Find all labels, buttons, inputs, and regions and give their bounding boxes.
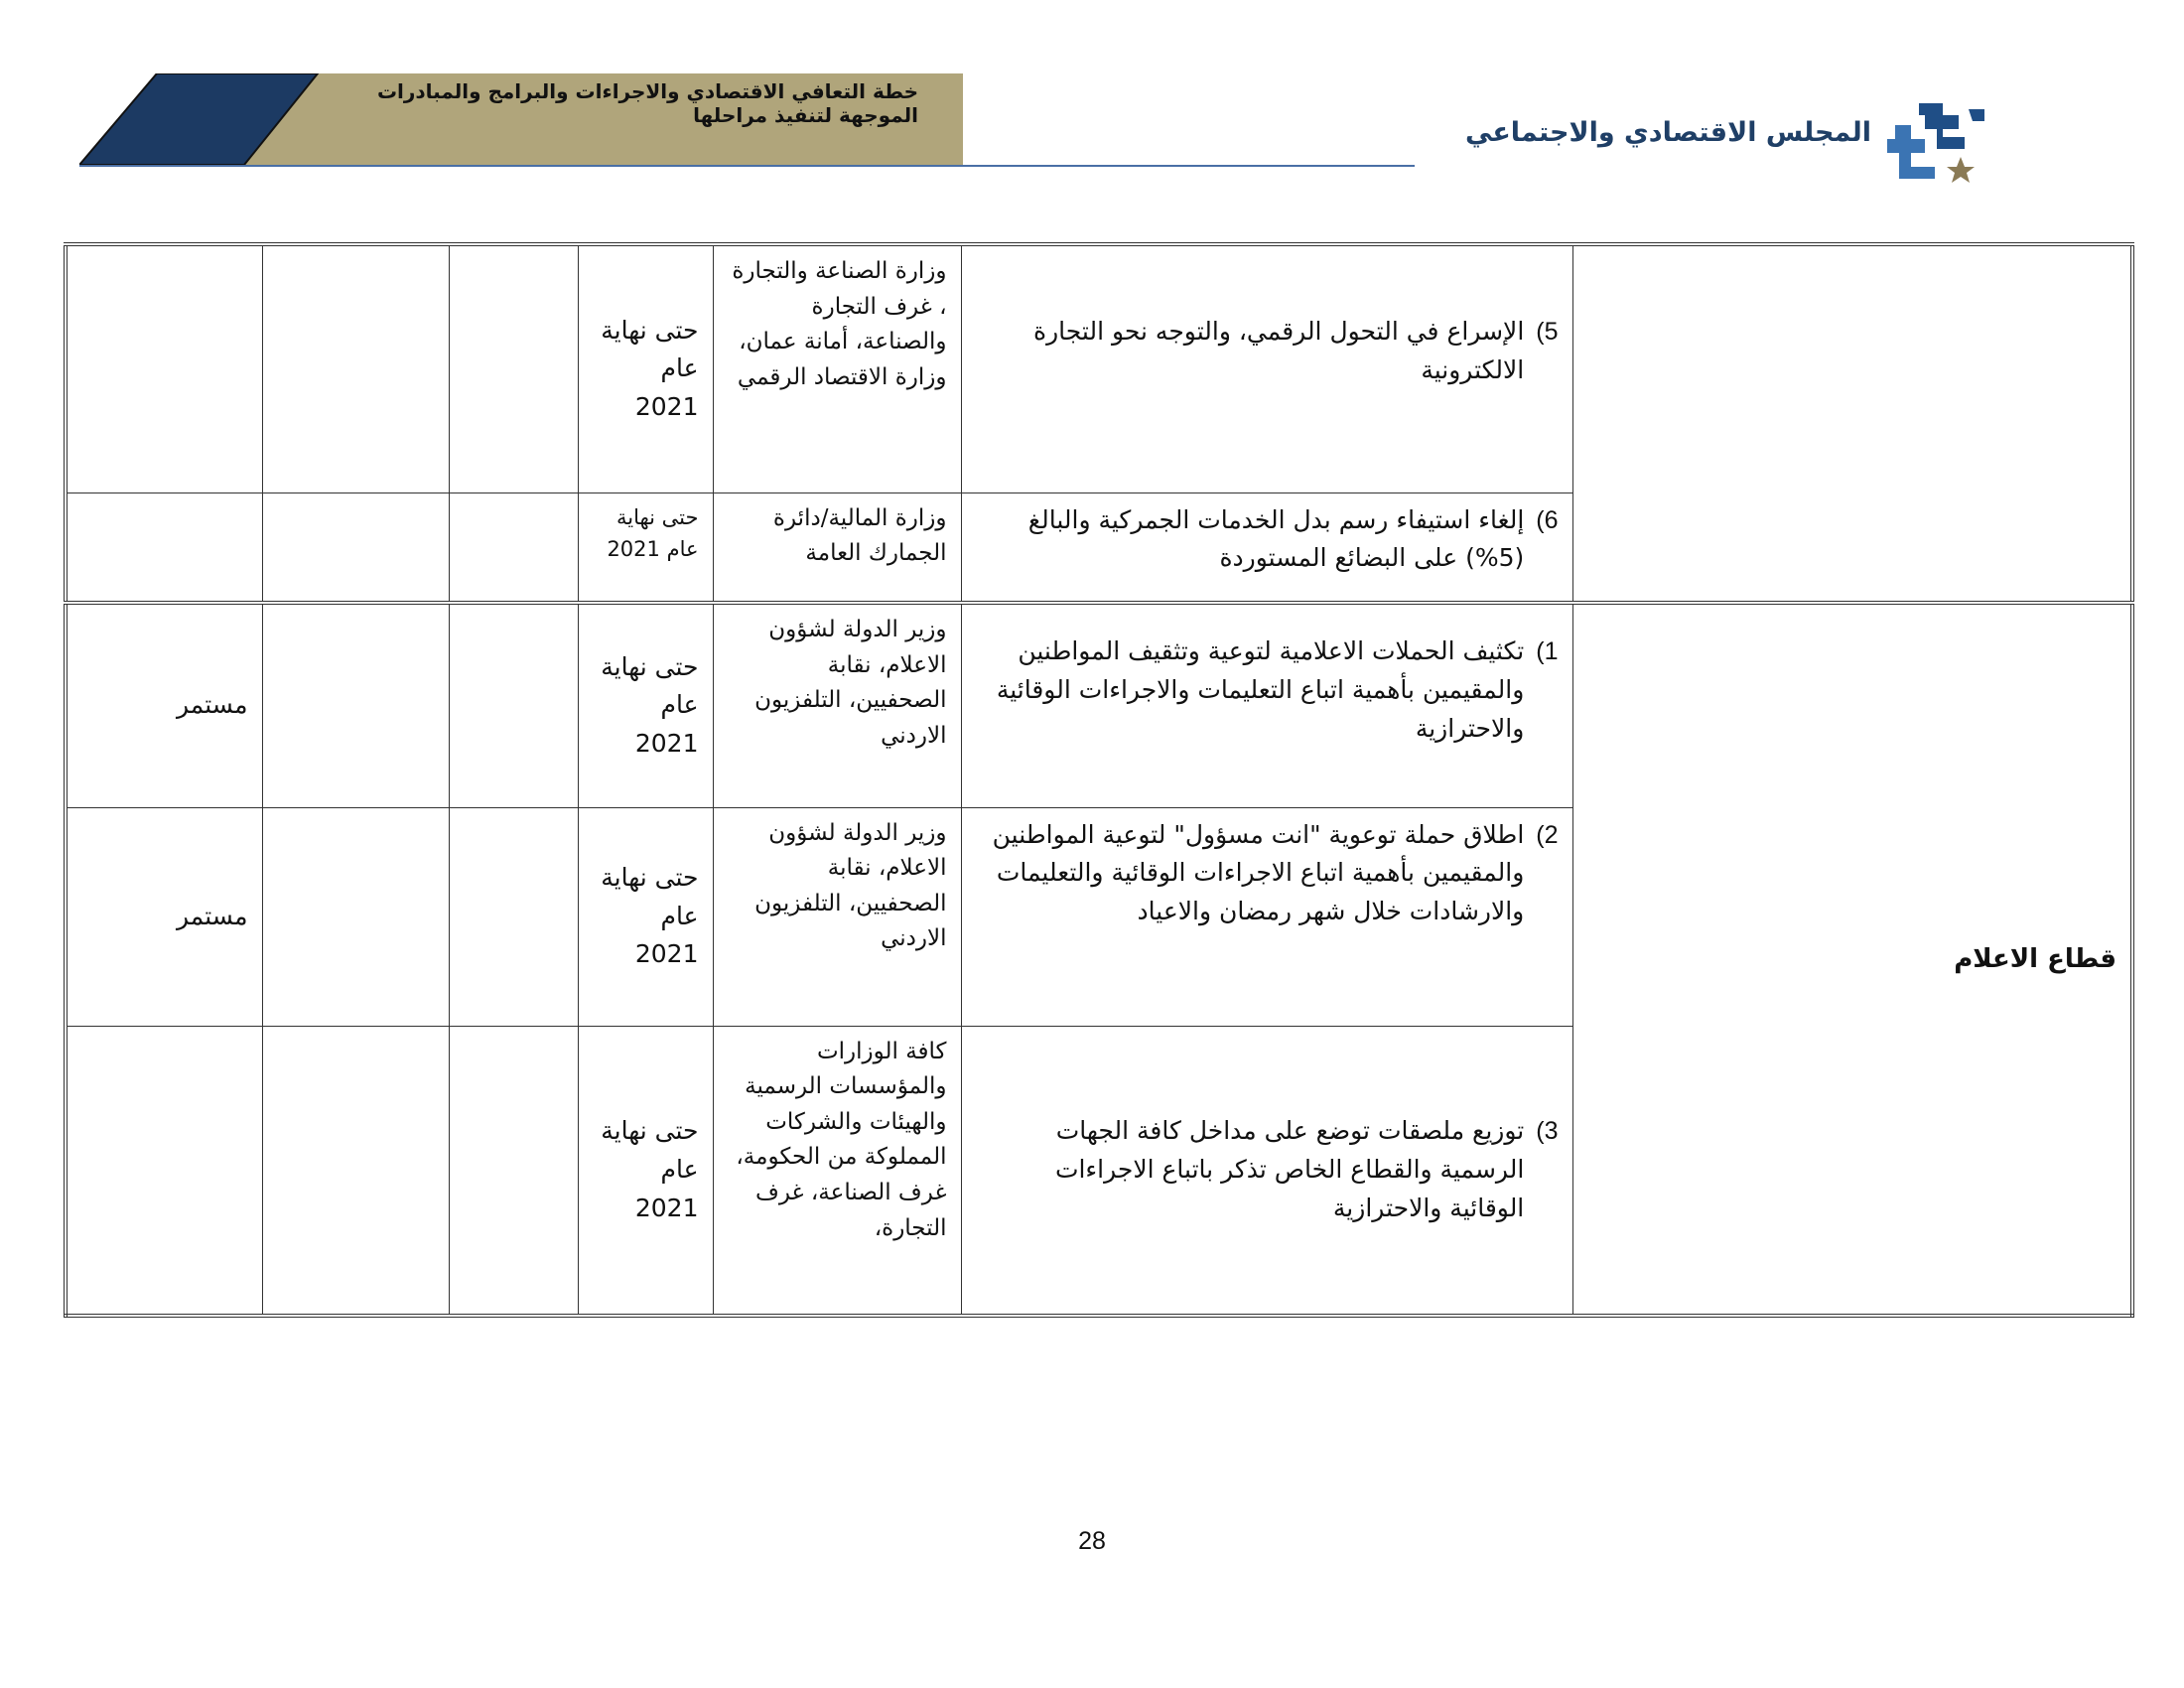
status-cell: مستمر <box>66 807 262 1026</box>
measure-text: الإسراع في التحول الرقمي، والتوجه نحو التجارة الالكترونية <box>1033 317 1525 384</box>
council-logo <box>1465 95 2000 185</box>
empty-cell <box>262 807 449 1026</box>
measure-number: 6) <box>1536 505 1559 534</box>
table-row <box>66 603 2132 807</box>
empty-cell <box>262 603 449 807</box>
measure-number: 3) <box>1536 1117 1559 1146</box>
measure-cell <box>961 603 1572 807</box>
timeline-cell: حتى نهاية عام 2021 <box>578 603 713 807</box>
entities-cell: وزارة الصناعة والتجارة ، غرف التجارة والصناعة، أمانة عمان، وزارة الاقتصاد الرقمي <box>713 244 961 492</box>
measure-text: إلغاء استيفاء رسم بدل الخدمات الجمركية والبالغ (5%) على البضائع المستوردة <box>1027 504 1525 573</box>
measure-number: 2) <box>1536 820 1559 849</box>
status-cell <box>66 244 262 492</box>
logo-text: المجلس الاقتصادي والاجتماعي <box>1465 117 1871 148</box>
empty-cell <box>449 244 578 492</box>
measure-cell <box>961 1026 1572 1316</box>
empty-cell <box>449 807 578 1026</box>
empty-cell <box>262 1026 449 1316</box>
header-rule <box>79 165 1415 167</box>
timeline-cell: حتى نهاية عام 2021 <box>578 807 713 1026</box>
group-economy <box>66 244 2132 603</box>
measure-text: توزيع ملصقات توضع على مداخل كافة الجهات الرسمية والقطاع الخاص تذكر باتباع الاجراءات الوقائية والاحترازية <box>1054 1116 1525 1222</box>
header-banner <box>79 73 963 165</box>
council-emblem-icon <box>1881 95 2000 185</box>
entities-cell: وزارة المالية/دائرة الجمارك العامة <box>713 492 961 603</box>
measure-cell <box>961 492 1572 603</box>
sector-cell <box>1572 244 2132 603</box>
measure-cell <box>961 807 1572 1026</box>
measure-number: 5) <box>1536 318 1559 346</box>
timeline-cell: حتى نهاية عام 2021 <box>578 492 713 603</box>
measures-table <box>64 242 2130 1318</box>
table-row <box>66 244 2132 492</box>
group-media <box>66 603 2132 1316</box>
status-cell <box>66 1026 262 1316</box>
empty-cell <box>449 1026 578 1316</box>
entities-cell: كافة الوزارات والمؤسسات الرسمية والهيئات والشركات المملوكة من الحكومة، غرف الصناعة، غرف التجارة، <box>713 1026 961 1316</box>
empty-cell <box>262 244 449 492</box>
timeline-cell: حتى نهاية عام 2021 <box>578 244 713 492</box>
measure-cell <box>961 244 1572 492</box>
timeline-cell: حتى نهاية عام 2021 <box>578 1026 713 1316</box>
measure-text: اطلاق حملة توعوية "انت مسؤول" لتوعية المواطنين والمقيمين بأهمية اتباع الاجراءات الوقائية والتعليمات والارشادات خلال شهر رمضان والاعياد <box>992 819 1525 925</box>
status-cell: مستمر <box>66 603 262 807</box>
sector-cell: قطاع الاعلام <box>1572 603 2132 1316</box>
entities-cell: وزير الدولة لشؤون الاعلام، نقابة الصحفيين، التلفزيون الاردني <box>713 603 961 807</box>
banner-title: خطة التعافي الاقتصادي والاجراءات والبرامج والمبادرات الموجهة لتنفيذ مراحلها <box>376 79 918 127</box>
page-number: 28 <box>1078 1527 1106 1555</box>
empty-cell <box>262 492 449 603</box>
status-cell <box>66 492 262 603</box>
measure-text: تكثيف الحملات الاعلامية لتوعية وتثقيف المواطنين والمقيمين بأهمية اتباع التعليمات والاجراءات الوقائية والاحترازية <box>996 636 1525 743</box>
empty-cell <box>449 603 578 807</box>
measure-number: 1) <box>1536 637 1559 665</box>
entities-cell: وزير الدولة لشؤون الاعلام، نقابة الصحفيين، التلفزيون الاردني <box>713 807 961 1026</box>
empty-cell <box>449 492 578 603</box>
